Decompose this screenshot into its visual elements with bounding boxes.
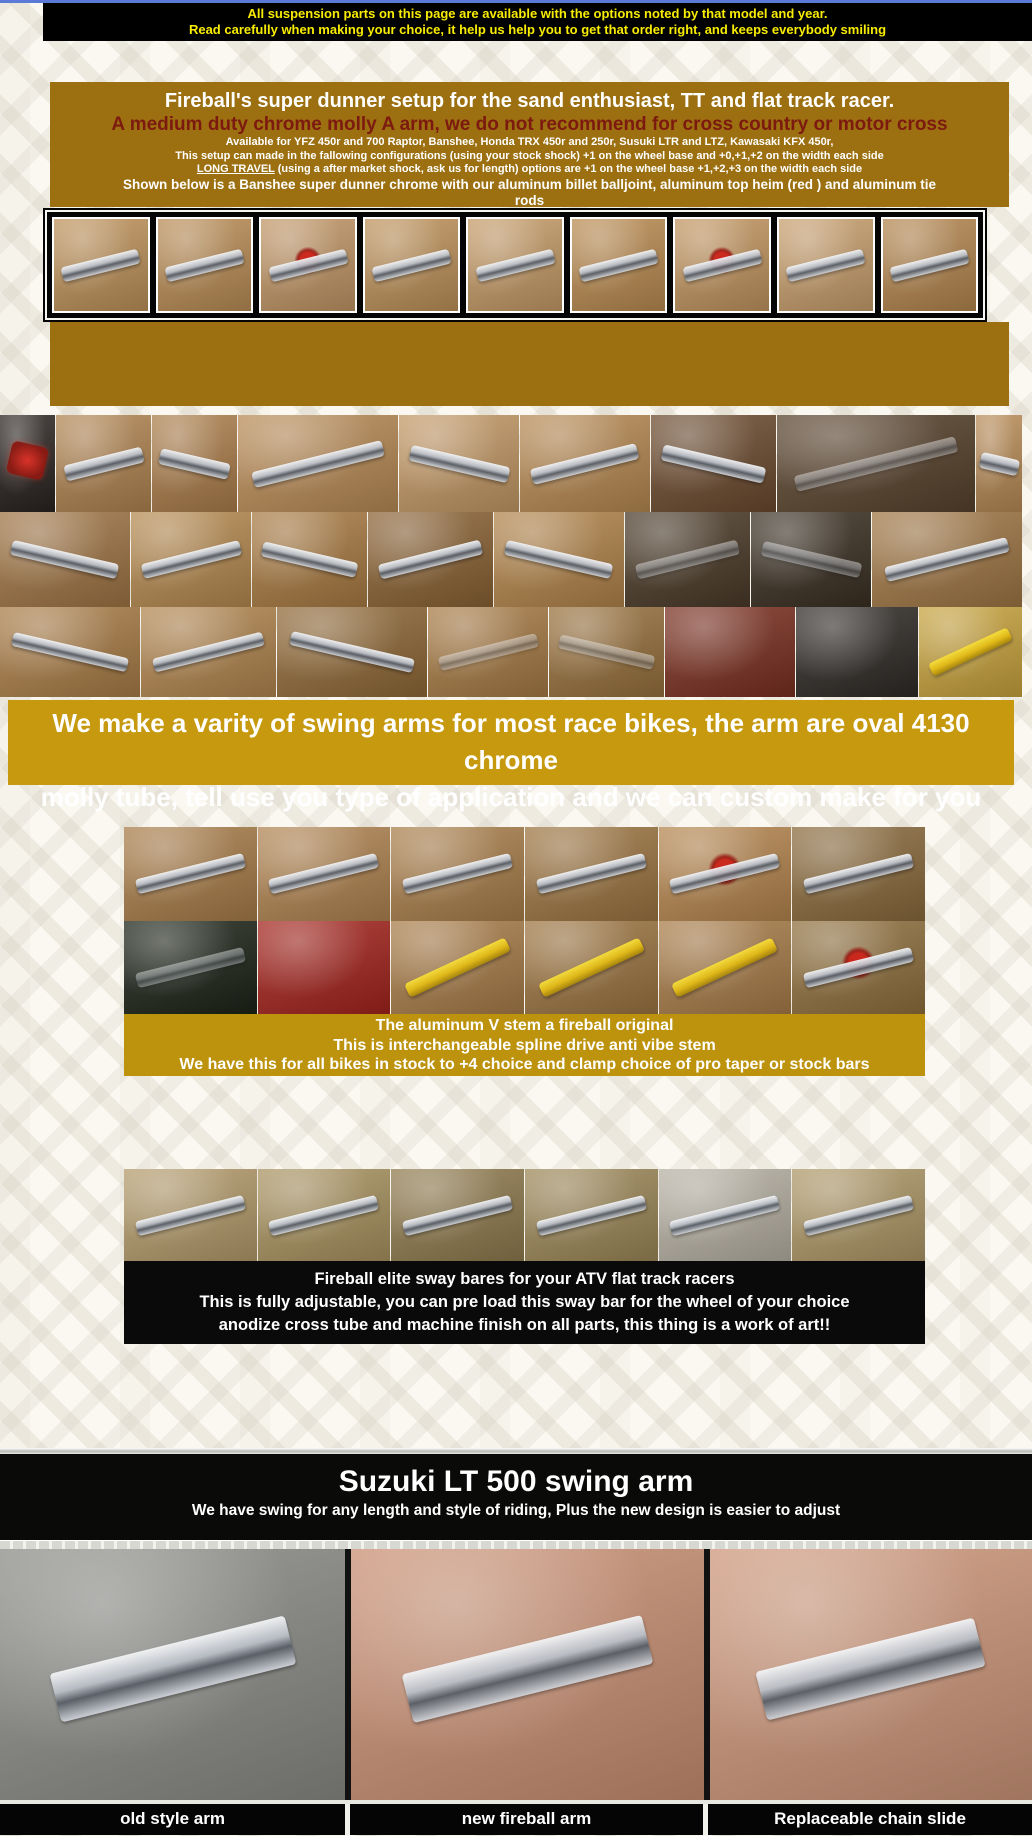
notice-banner (43, 3, 1032, 41)
suzuki-subtitle: We have swing for any length and style of riding, Plus the new design is easier to adjust (191, 1502, 841, 1519)
swing-arm-photo (0, 415, 55, 512)
sway-bar-caption (124, 1261, 925, 1344)
suzuki-section (0, 1454, 1032, 1540)
v-stem-row-1 (124, 827, 925, 921)
v-stem-photo (391, 921, 524, 1015)
suzuki-title: Suzuki LT 500 swing arm (338, 1465, 694, 1498)
swing-arm-photo (777, 415, 975, 512)
v-stem-photo (525, 921, 658, 1015)
product-subtitle: A medium duty chrome molly A arm, we do not recommend for cross country or motor cross (111, 114, 948, 135)
a-arm-photo (156, 217, 254, 313)
notice-line2: Read carefully when making your choice, it help us help you to get that order right, and keeps everybody smiling (188, 22, 887, 37)
swing-arm-photo (796, 607, 918, 697)
sway-bar-photo (258, 1169, 391, 1261)
ruled-divider (0, 1540, 1032, 1549)
swing-arm-photo (520, 415, 650, 512)
photo-caption: Replaceable chain slide (708, 1804, 1032, 1835)
notice-line1: All suspension parts on this page are available with the options noted by that model and year. (247, 6, 828, 21)
a-arm-photo (881, 217, 979, 313)
swing-arm-photo (399, 415, 519, 512)
bottom-photo-row (0, 1549, 1032, 1800)
a-arm-photo (363, 217, 461, 313)
swing-arm-photo (152, 415, 237, 512)
sway-caption-line2: This is fully adjustable, you can pre load this sway bar for the wheel of your choice (199, 1293, 850, 1311)
v-stem-photo (792, 921, 925, 1015)
v-stem-photo (258, 921, 391, 1015)
sway-bar-strip (124, 1169, 925, 1261)
long-travel-label: LONG TRAVEL (196, 163, 275, 175)
collage-row-2 (0, 512, 1022, 607)
long-travel-note (50, 163, 1009, 177)
a-arm-photo (673, 217, 771, 313)
swing-arm-photo (368, 512, 493, 607)
swing-arm-photo (651, 415, 776, 512)
a-arm-photo (52, 217, 150, 313)
a-arm-photo-strip (45, 210, 985, 320)
swing-arm-photo (751, 512, 871, 607)
sway-caption-line3: anodize cross tube and machine finish on all parts, this thing is a work of art!! (218, 1316, 831, 1334)
product-header (50, 82, 1009, 207)
swing-arm-collage (0, 415, 1022, 697)
v-stem-caption (124, 1014, 925, 1076)
v-stem-photo (525, 827, 658, 921)
v-stem-photo (391, 827, 524, 921)
a-arm-photo (466, 217, 564, 313)
bottom-caption-row (0, 1804, 1032, 1835)
v-stem-caption-line1: The aluminum V stem a fireball original (375, 1017, 674, 1034)
sway-bar-photo (659, 1169, 792, 1261)
v-stem-photo (792, 827, 925, 921)
swing-arm-photo (56, 415, 151, 512)
photo-caption: old style arm (0, 1804, 345, 1835)
a-arm-photo (259, 217, 357, 313)
v-stem-photo (258, 827, 391, 921)
swing-arm-photo (131, 512, 251, 607)
swing-arm-comparison-photo (0, 1549, 345, 1800)
v-stem-photo (659, 827, 792, 921)
swing-arm-banner (8, 700, 1014, 812)
swing-banner-line1: We make a varity of swing arms for most race bikes, the arm are oval 4130 chrome (52, 708, 970, 775)
swing-banner-line2: molly tube, tell use you type of application and we can custom make for you (40, 782, 982, 812)
swing-arm-photo (549, 607, 664, 697)
sway-bar-photo (792, 1169, 925, 1261)
collage-row-1 (0, 415, 1022, 512)
v-stem-caption-line3: We have this for all bikes in stock to +4 choice and clamp choice of pro taper or stock bars (179, 1056, 870, 1073)
sway-caption-line1: Fireball elite sway bares for your ATV flat track racers (314, 1270, 735, 1288)
v-stem-photo (124, 921, 257, 1015)
photo-caption: new fireball arm (350, 1804, 703, 1835)
swing-arm-photo (238, 415, 398, 512)
sway-bar-photo (525, 1169, 658, 1261)
shown-note: Shown below is a Banshee super dunner chrome with our aluminum billet balljoint, aluminum top heim (red ) and aluminum tie rods (122, 176, 937, 207)
swing-arm-comparison-photo (351, 1549, 704, 1800)
swing-arm-photo (141, 607, 276, 697)
swing-arm-photo (625, 512, 750, 607)
v-stem-row-2 (124, 921, 925, 1015)
sway-bar-photo (391, 1169, 524, 1261)
swing-arm-photo (976, 415, 1022, 512)
swing-arm-comparison-photo (710, 1549, 1032, 1800)
swing-arm-photo (872, 512, 1022, 607)
a-arm-photo (570, 217, 668, 313)
swing-arm-photo (0, 512, 130, 607)
swing-arm-photo (252, 512, 367, 607)
gold-spacer-block (50, 322, 1009, 406)
collage-row-3 (0, 607, 1022, 697)
config-note: This setup can made in the fallowing configurations (using your stock shock) +1 on the wheel base and +0,+1,+2 on the width each side (175, 149, 884, 162)
v-stem-photo (124, 827, 257, 921)
long-travel-text: (using a after market shock, ask us for length) options are +1 on the wheel base +1,+2,+3 on the width each side (274, 163, 863, 175)
v-stem-collage (124, 827, 925, 1014)
availability-note: Available for YFZ 450r and 700 Raptor, Banshee, Honda TRX 450r and 250r, Susuki LTR and LTZ, Kawasaki KFX 450r, (225, 136, 834, 148)
v-stem-photo (659, 921, 792, 1015)
swing-arm-photo (494, 512, 624, 607)
swing-arm-photo (919, 607, 1022, 697)
v-stem-caption-line2: This is interchangeable spline drive anti vibe stem (333, 1036, 716, 1054)
sway-bar-photo (124, 1169, 257, 1261)
a-arm-photo (777, 217, 875, 313)
swing-arm-photo (0, 607, 140, 697)
product-title: Fireball's super dunner setup for the sand enthusiast, TT and flat track racer. (164, 90, 895, 112)
swing-arm-photo (428, 607, 548, 697)
swing-arm-photo (665, 607, 795, 697)
swing-arm-photo (277, 607, 427, 697)
